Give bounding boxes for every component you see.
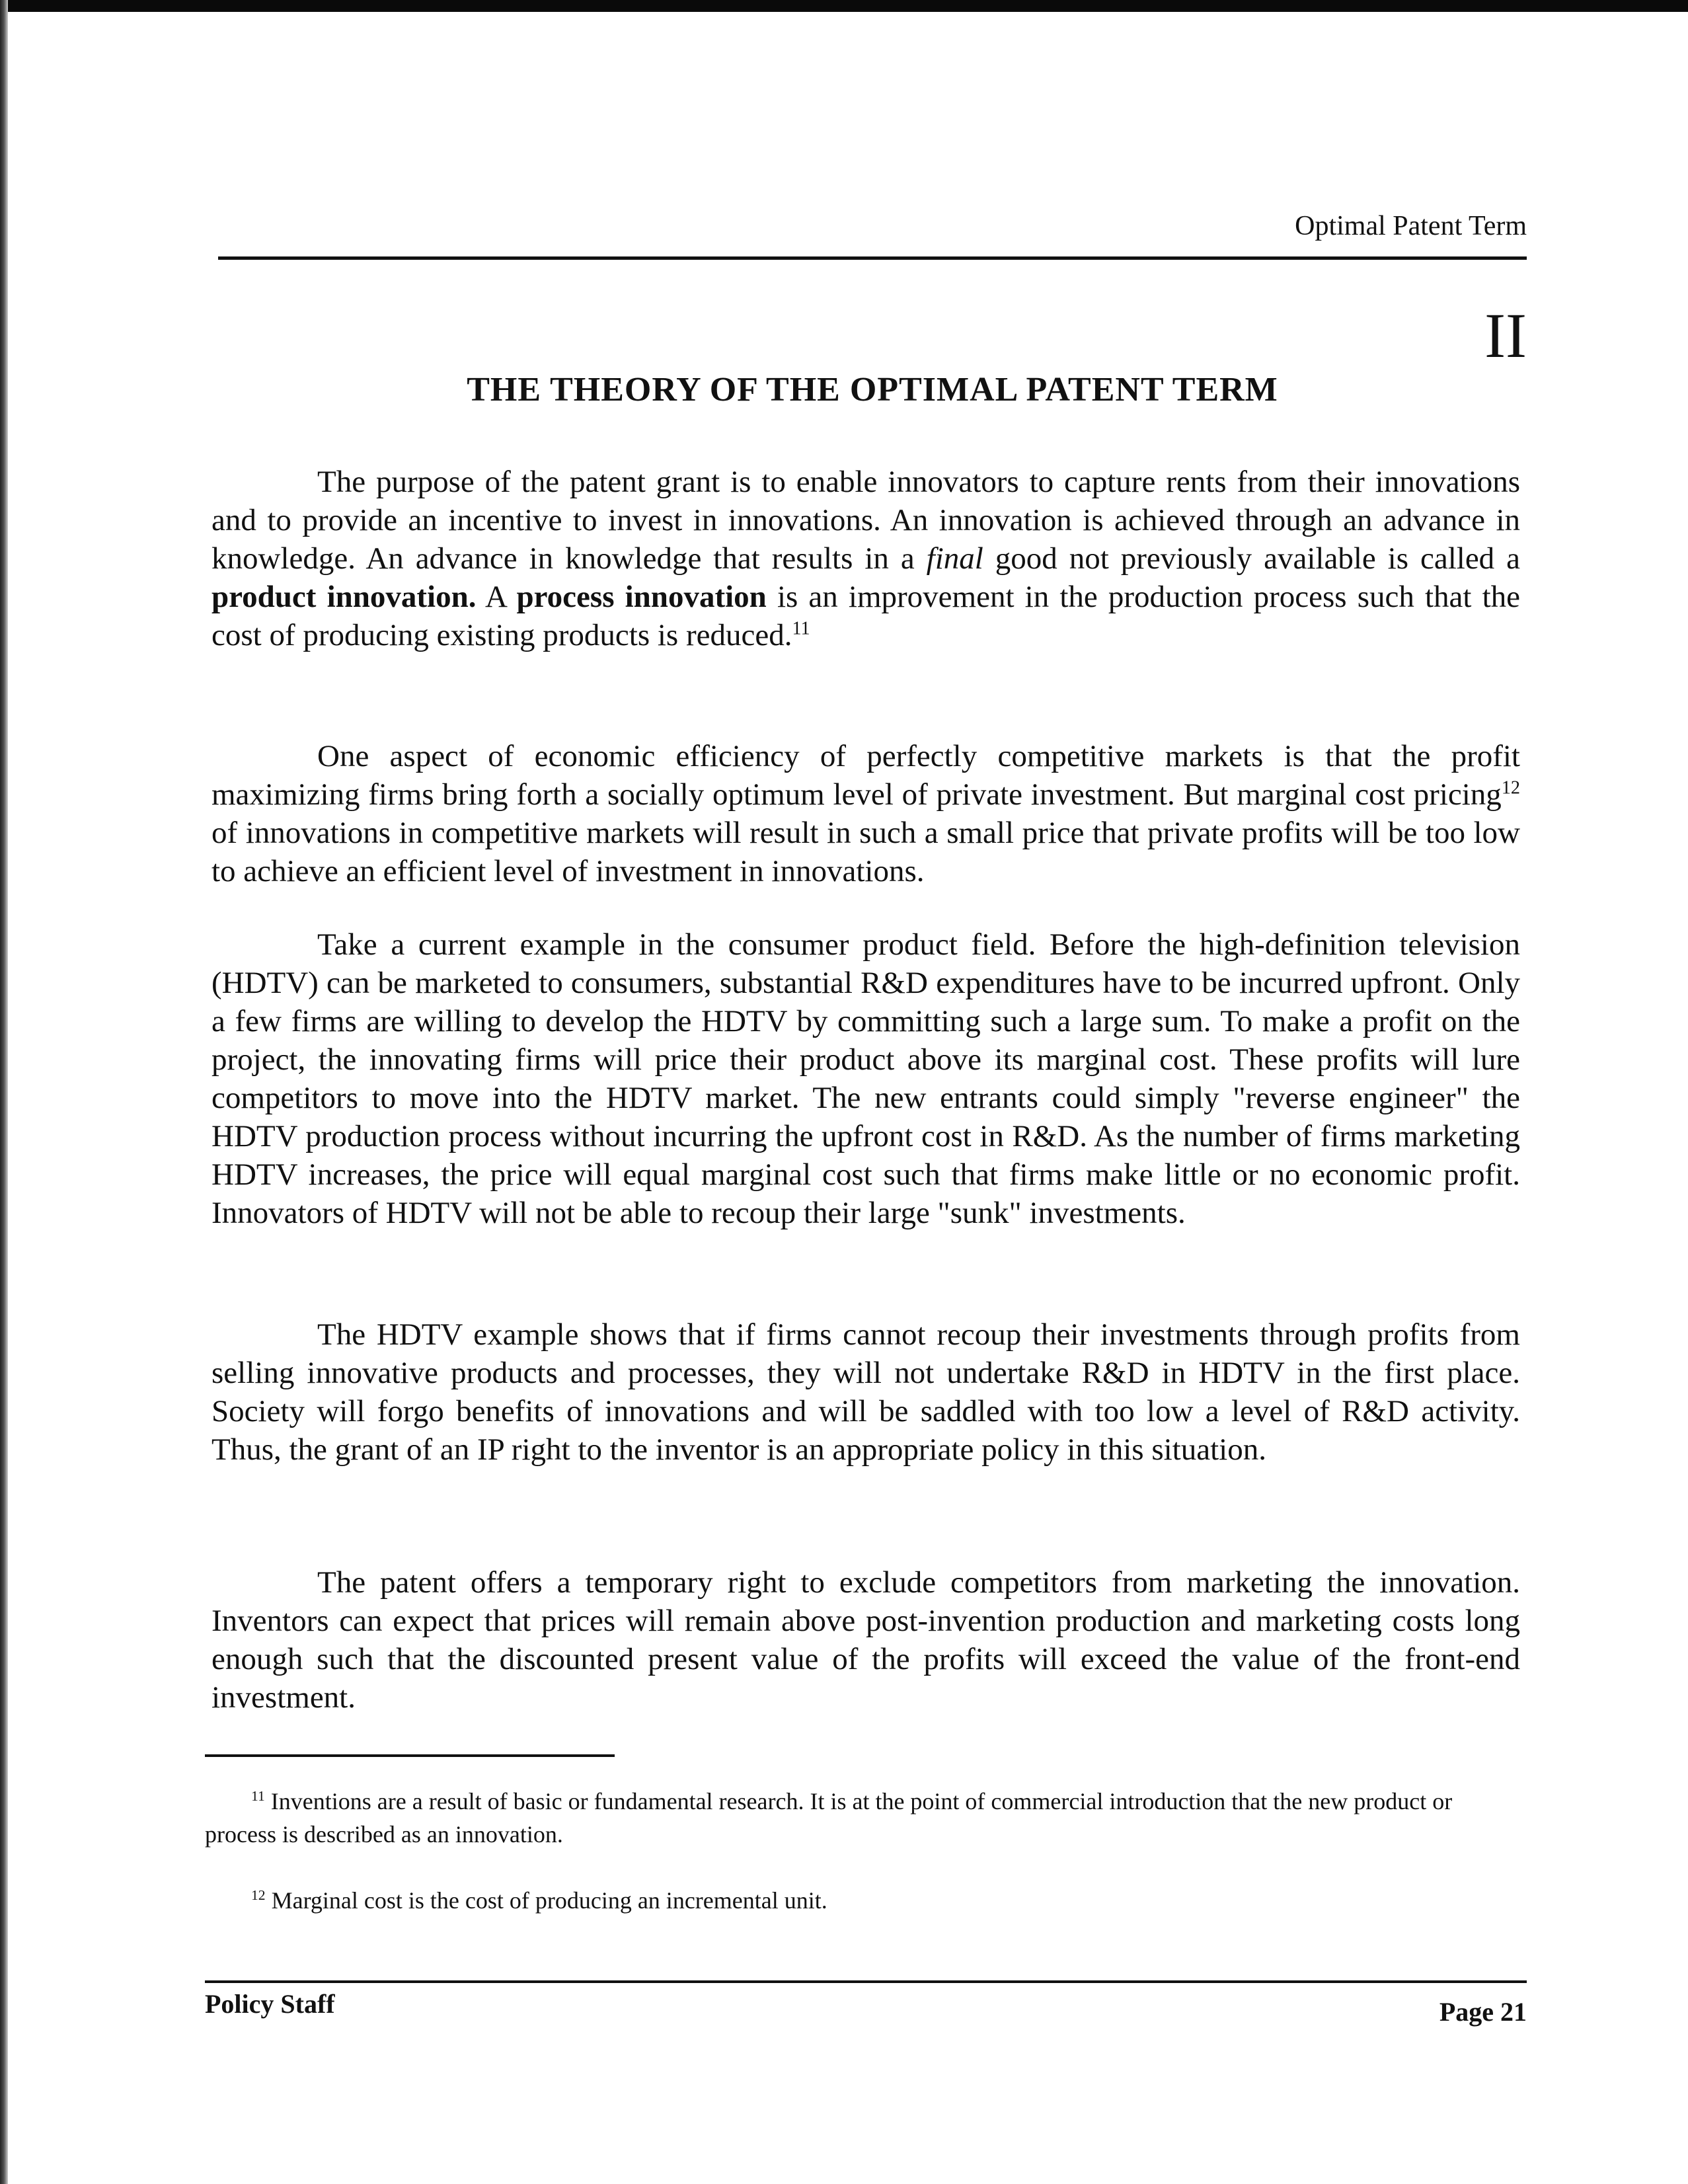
term-process-innovation: process innovation xyxy=(516,580,767,614)
paragraph-5: The patent offers a temporary right to exclude competitors from marketing the innovation. Inventors can expect that prices will remain above post-invention production and marketing costs long enough such that the discounted present value of the profits will exceed the value of the front-end investment. xyxy=(211,1565,1520,1715)
page-number: Page 21 xyxy=(1439,1997,1527,2027)
scan-border-left xyxy=(0,0,8,2184)
paragraph-2-text-a: One aspect of economic efficiency of perfectly competitive markets is that the profit maximizing firms bring forth a socially optimum level of private investment. But marginal cost pricing xyxy=(211,739,1520,812)
footnote-12 xyxy=(205,1884,1527,1917)
paragraph-4: The HDTV example shows that if firms cannot recoup their investments through profits from selling innovative products and processes, they will not undertake R&D in HDTV in the first place. Society will forgo benefits of innovations and will be saddled with too low a level of R&D activity. Thus, the grant of an IP right to the inventor is an appropriate policy in this situation. xyxy=(211,1317,1520,1467)
paragraph-1-text-b: good not previously available is called a xyxy=(983,541,1520,576)
chapter-number: II xyxy=(1484,300,1527,371)
header-rule xyxy=(218,256,1527,260)
footer-rule xyxy=(205,1980,1527,1983)
footnote-separator xyxy=(205,1754,615,1757)
footer-organization: Policy Staff xyxy=(205,1989,335,2019)
paragraph-1-text-a: The purpose of the patent grant is to enable innovators to capture rents from their innovations and to provide an incentive to invest in innovations. An innovation is achieved through an advance in knowledge. An advance in knowledge that results in a xyxy=(211,465,1520,576)
footnote-11-text: Inventions are a result of basic or fundamental research. It is at the point of commercial introduction that the new product or process is described as an innovation. xyxy=(205,1788,1453,1848)
term-product-innovation: product innovation. xyxy=(211,580,477,614)
emphasis-final: final xyxy=(926,541,983,576)
paragraph-3: Take a current example in the consumer product field. Before the high-definition television (HDTV) can be marketed to consumers, substantial R&D expenditures have to be incurred upfront. Only a few firms are willing to develop the HDTV by committing such a large sum. To make a profit on the project, the innovating firms will price their product above its marginal cost. These profits will lure competitors to move into the HDTV market. The new entrants could simply "reverse engineer" the HDTV production process without incurring the upfront cost in R&D. As the number of firms marketing HDTV increases, the price will equal marginal cost such that firms make little or no economic profit. Innovators of HDTV will not be able to recoup their large "sunk" investments. xyxy=(211,927,1520,1230)
scan-border-top xyxy=(0,0,1688,12)
footnote-12-text: Marginal cost is the cost of producing an incremental unit. xyxy=(265,1887,827,1914)
paragraph-1 xyxy=(211,463,1520,654)
footnote-11-number: 11 xyxy=(251,1788,265,1804)
section-title: THE THEORY OF THE OPTIMAL PATENT TERM xyxy=(467,371,1278,409)
paragraph-1-text-d: is an improvement in the production process such that the cost of producing existing products is reduced. xyxy=(211,580,1521,652)
paragraph-2 xyxy=(211,737,1520,890)
footnote-ref-11: 11 xyxy=(792,618,810,639)
footnote-12-number: 12 xyxy=(251,1887,266,1903)
paragraph-2-text-b: of innovations in competitive markets will result in such a small price that private profits will be too low to achieve an efficient level of investment in innovations. xyxy=(211,816,1520,888)
running-header: Optimal Patent Term xyxy=(1295,211,1527,241)
footnote-ref-12: 12 xyxy=(1501,777,1520,799)
paragraph-1-text-c: A xyxy=(476,580,517,614)
footnote-11 xyxy=(205,1785,1527,1851)
